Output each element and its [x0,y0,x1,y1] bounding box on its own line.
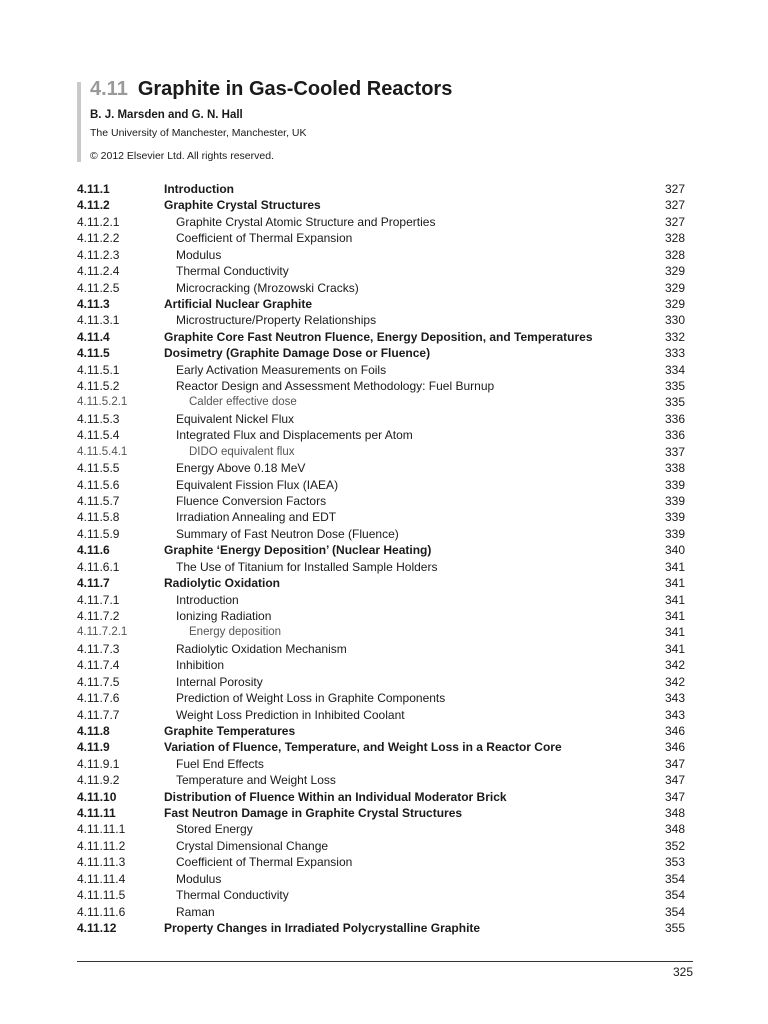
toc-section-title: Introduction [176,592,239,607]
toc-page-number: 342 [664,674,685,689]
toc-section-title: Microstructure/Property Relationships [176,313,377,328]
toc-entry[interactable] [77,411,685,427]
toc-entry[interactable] [77,394,685,410]
toc-page-number: 329 [664,296,685,311]
toc-section-number: 4.11.6 [77,543,110,558]
toc-section-title: Equivalent Nickel Flux [176,411,295,426]
toc-page-number: 327 [664,198,685,213]
toc-entry[interactable] [77,263,685,279]
toc-entry[interactable] [77,723,685,739]
toc-section-number: 4.11.5.5 [77,461,120,476]
table-of-contents [77,181,685,936]
toc-page-number: 340 [664,543,685,558]
toc-page-number: 343 [664,691,685,706]
toc-section-title: Integrated Flux and Displacements per Atom [176,428,413,443]
toc-section-title: Modulus [176,247,222,262]
toc-page-number: 327 [664,182,685,196]
toc-section-number: 4.11.5.4.1 [77,445,128,458]
toc-entry[interactable] [77,920,685,936]
toc-entry[interactable] [77,460,685,476]
toc-section-number: 4.11.7.2 [77,608,120,623]
toc-entry[interactable] [77,821,685,837]
toc-entry[interactable] [77,197,685,213]
toc-section-number: 4.11.9.2 [77,773,120,788]
toc-section-number: 4.11.11.2 [77,838,126,853]
toc-section-number: 4.11.5.6 [77,477,120,492]
toc-page-number: 339 [664,510,685,525]
toc-section-number: 4.11.5.2 [77,379,120,394]
toc-section-title: Weight Loss Prediction in Inhibited Coolant [176,707,405,722]
toc-section-title: Graphite Crystal Structures [164,198,321,213]
toc-entry[interactable] [77,592,685,608]
toc-section-number: 4.11.11.6 [77,904,126,919]
toc-section-title: Calder effective dose [189,396,297,409]
toc-page-number: 330 [664,313,685,328]
toc-page-number: 333 [664,346,685,361]
toc-section-number: 4.11.9 [77,740,110,755]
toc-entry[interactable] [77,329,685,345]
toc-page-number: 355 [664,920,685,935]
toc-section-number: 4.11.5 [77,346,110,361]
toc-page-number: 335 [664,395,685,410]
toc-section-title: Thermal Conductivity [176,264,289,279]
toc-section-number: 4.11.7.5 [77,674,120,689]
toc-section-number: 4.11.2.4 [77,264,120,279]
toc-page-number: 339 [664,477,685,492]
toc-entry[interactable] [77,641,685,657]
toc-section-title: Dosimetry (Graphite Damage Dose or Fluence) [164,346,431,361]
toc-entry[interactable] [77,230,685,246]
toc-page-number: 327 [664,214,685,229]
toc-section-title: Coefficient of Thermal Expansion [176,231,353,246]
toc-section-title: Stored Energy [176,822,253,837]
toc-page-number: 346 [664,723,685,738]
toc-page-number: 341 [664,608,685,623]
toc-entry[interactable] [77,345,685,361]
toc-entry[interactable] [77,789,685,805]
toc-section-number: 4.11.2.3 [77,247,120,262]
toc-section-number: 4.11.5.1 [77,362,120,377]
authors: B. J. Marsden and G. N. Hall [90,109,243,121]
toc-page-number: 339 [664,526,685,541]
toc-entry[interactable] [77,509,685,525]
toc-section-number: 4.11.2.2 [77,231,120,246]
toc-section-title: Early Activation Measurements on Foils [176,362,387,377]
toc-page-number: 328 [664,247,685,262]
toc-page-number: 334 [664,362,685,377]
toc-section-number: 4.11.5.8 [77,510,120,525]
toc-entry[interactable] [77,871,685,887]
chapter-title-text: Graphite in Gas-Cooled Reactors [137,78,453,100]
toc-section-title: Radiolytic Oxidation Mechanism [176,641,347,656]
toc-entry[interactable] [77,608,685,624]
toc-section-number: 4.11.5.7 [77,494,120,509]
toc-page-number: 354 [664,888,685,903]
toc-section-title: Internal Porosity [176,674,263,689]
toc-section-number: 4.11.11.1 [77,822,126,837]
toc-section-number: 4.11.5.3 [77,411,120,426]
toc-section-title: Fast Neutron Damage in Graphite Crystal Structures [164,806,463,821]
toc-page-number: 352 [664,838,685,853]
toc-section-number: 4.11.10 [77,789,117,804]
toc-section-title: Modulus [176,871,222,886]
toc-page-number: 346 [664,740,685,755]
toc-entry[interactable] [77,181,685,197]
toc-entry[interactable] [77,575,685,591]
toc-section-title: Graphite Crystal Atomic Structure and Properties [176,214,436,229]
toc-section-title: Artificial Nuclear Graphite [164,296,313,311]
toc-entry[interactable] [77,805,685,821]
toc-page-number: 347 [664,756,685,771]
toc-section-title: Energy Above 0.18 MeV [176,461,306,476]
toc-entry[interactable] [77,378,685,394]
toc-section-number: 4.11.11 [77,806,116,821]
toc-section-title: Thermal Conductivity [176,888,289,903]
toc-section-number: 4.11.7.3 [77,641,120,656]
footer-rule [77,961,693,962]
toc-page-number: 328 [664,231,685,246]
toc-entry[interactable] [77,674,685,690]
toc-page-number: 347 [664,789,685,804]
toc-section-title: Radiolytic Oxidation [164,576,281,591]
affiliation: The University of Manchester, Manchester, UK [90,127,307,139]
toc-page-number: 354 [664,871,685,886]
toc-section-number: 4.11.5.4 [77,428,120,443]
chapter-header-bar [77,82,81,162]
toc-page-number: 348 [664,806,685,821]
toc-page-number: 341 [664,625,685,640]
toc-page-number: 354 [664,904,685,919]
toc-section-number: 4.11.5.2.1 [77,396,128,409]
toc-entry[interactable] [77,542,685,558]
copyright-notice: © 2012 Elsevier Ltd. All rights reserved. [90,150,274,162]
toc-section-number: 4.11.3.1 [77,313,120,328]
toc-entry[interactable] [77,739,685,755]
toc-section-number: 4.11.5.9 [77,526,120,541]
toc-section-title: Introduction [164,182,234,196]
toc-entry[interactable] [77,526,685,542]
toc-entry[interactable] [77,854,685,870]
toc-section-number: 4.11.8 [77,723,110,738]
toc-page-number: 336 [664,411,685,426]
toc-page-number: 332 [664,329,685,344]
toc-section-title: Property Changes in Irradiated Polycrystalline Graphite [164,920,481,935]
toc-page-number: 329 [664,264,685,279]
toc-entry[interactable] [77,427,685,443]
toc-section-number: 4.11.2.1 [77,214,120,229]
toc-section-title: Graphite Temperatures [164,723,296,738]
toc-page-number: 338 [664,461,685,476]
toc-entry[interactable] [77,624,685,640]
toc-section-title: Raman [176,904,215,919]
toc-page-number: 341 [664,559,685,574]
toc-page-number: 337 [664,444,685,459]
toc-section-number: 4.11.11.4 [77,871,126,886]
toc-page-number: 341 [664,576,685,591]
toc-page-number: 347 [664,773,685,788]
toc-entry[interactable] [77,247,685,263]
toc-section-title: Ionizing Radiation [176,608,272,623]
toc-section-title: Summary of Fast Neutron Dose (Fluence) [176,526,399,541]
chapter-number: 4.11 [90,78,128,100]
toc-entry[interactable] [77,838,685,854]
toc-page-number: 339 [664,494,685,509]
toc-section-number: 4.11.7.2.1 [77,626,128,639]
toc-entry[interactable] [77,312,685,328]
toc-section-number: 4.11.6.1 [77,559,120,574]
toc-section-title: Variation of Fluence, Temperature, and Weight Loss in a Reactor Core [164,740,562,755]
toc-section-title: Fuel End Effects [176,756,264,771]
page-number: 325 [672,965,693,979]
toc-section-number: 4.11.1 [77,182,110,196]
toc-section-number: 4.11.7.4 [77,658,120,673]
toc-section-title: The Use of Titanium for Installed Sample Holders [176,559,438,574]
toc-entry[interactable] [77,559,685,575]
toc-page-number: 341 [664,641,685,656]
toc-entry[interactable] [77,707,685,723]
toc-entry[interactable] [77,887,685,903]
toc-section-number: 4.11.7 [77,576,110,591]
toc-entry[interactable] [77,904,685,920]
toc-section-title: Distribution of Fluence Within an Individual Moderator Brick [164,789,507,804]
toc-section-title: Crystal Dimensional Change [176,838,329,853]
toc-page-number: 336 [664,428,685,443]
toc-entry[interactable] [77,444,685,460]
toc-page-number: 335 [664,379,685,394]
toc-section-title: Temperature and Weight Loss [176,773,336,788]
toc-section-number: 4.11.4 [77,329,110,344]
toc-entry[interactable] [77,756,685,772]
toc-entry[interactable] [77,280,685,296]
toc-page-number: 341 [664,592,685,607]
toc-entry[interactable] [77,296,685,312]
toc-section-title: Equivalent Fission Flux (IAEA) [176,477,339,492]
toc-section-number: 4.11.2 [77,198,110,213]
toc-section-number: 4.11.7.7 [77,707,120,722]
toc-section-title: DIDO equivalent flux [189,445,295,458]
toc-section-title: Graphite Core Fast Neutron Fluence, Energy Deposition, and Temperatures [164,329,593,344]
chapter-title [90,78,452,101]
toc-section-number: 4.11.9.1 [77,756,120,771]
toc-section-title: Graphite ‘Energy Deposition’ (Nuclear Heating) [164,543,432,558]
toc-page-number: 329 [664,280,685,295]
toc-entry[interactable] [77,362,685,378]
toc-section-number: 4.11.12 [77,920,117,935]
toc-section-title: Prediction of Weight Loss in Graphite Components [176,691,446,706]
toc-entry[interactable] [77,214,685,230]
toc-entry[interactable] [77,690,685,706]
toc-page-number: 348 [664,822,685,837]
toc-section-title: Fluence Conversion Factors [176,494,327,509]
toc-section-number: 4.11.3 [77,296,110,311]
toc-entry[interactable] [77,477,685,493]
toc-page-number: 353 [664,855,685,870]
toc-page-number: 342 [664,658,685,673]
toc-section-number: 4.11.11.5 [77,888,126,903]
toc-entry[interactable] [77,493,685,509]
toc-section-title: Inhibition [176,658,225,673]
toc-section-title: Reactor Design and Assessment Methodology: Fuel Burnup [176,379,495,394]
toc-entry[interactable] [77,657,685,673]
toc-entry[interactable] [77,772,685,788]
toc-section-title: Coefficient of Thermal Expansion [176,855,353,870]
toc-section-title: Microcracking (Mrozowski Cracks) [176,280,359,295]
toc-section-number: 4.11.7.6 [77,691,120,706]
toc-section-number: 4.11.2.5 [77,280,120,295]
toc-page-number: 343 [664,707,685,722]
toc-section-title: Irradiation Annealing and EDT [176,510,337,525]
toc-section-number: 4.11.7.1 [77,592,120,607]
toc-section-title: Energy deposition [189,626,282,639]
toc-section-number: 4.11.11.3 [77,855,126,870]
